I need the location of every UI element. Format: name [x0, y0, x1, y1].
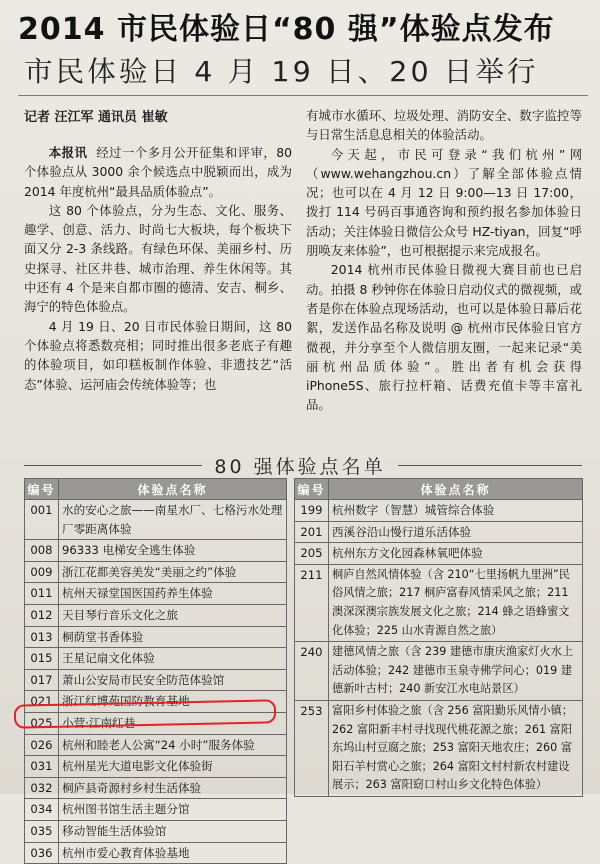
table-row	[295, 642, 583, 701]
article-right-column	[306, 106, 582, 415]
table-row	[25, 583, 287, 605]
table-row	[295, 500, 583, 522]
row-code: 201	[295, 521, 329, 543]
row-name: 水的安心之旅——南星水厂、七格污水处理厂零距离体验	[59, 500, 287, 540]
header-name: 体验点名称	[329, 479, 583, 500]
paragraph-text: 经过一个多月公开征集和评审，80 个体验点从 3000 余个候选点中脱颖而出，成为 2014 年度杭州“最具品质体验点”。	[24, 145, 292, 199]
row-name: 桐庐县奇源村乡村生活体验	[59, 777, 287, 799]
article-paragraph	[24, 143, 292, 201]
row-name: 桐庐自然风情体验（含 210“七里扬帆九里洲”民俗风情之旅；217 桐庐富春风情采风之旅；211 澳深深澳宗族发展文化之旅；214 蜂之语蜂蜜文化体验；225 山水青源自然之旅）	[329, 564, 583, 641]
row-code: 025	[25, 712, 59, 734]
row-code: 013	[25, 626, 59, 648]
article-paragraph: 4 月 19 日、20 日市民体验日期间，这 80 个体验点将悉数亮相；同时推出很多老底子有趣的体验项目，如印糕板制作体验、非遗技艺“活态”体验、运河庙会传统体验等；也	[24, 318, 292, 392]
header-code: 编号	[295, 479, 329, 500]
row-code: 211	[295, 564, 329, 641]
row-code: 035	[25, 820, 59, 842]
row-code: 026	[25, 734, 59, 756]
section-rule-right	[398, 465, 582, 466]
row-code: 001	[25, 500, 59, 540]
divider	[18, 95, 588, 96]
table-row	[25, 777, 287, 799]
table-row	[25, 820, 287, 842]
table-row	[295, 700, 583, 796]
row-name: 桐荫堂书香体验	[59, 626, 287, 648]
row-name: 移动智能生活体验馆	[59, 820, 287, 842]
row-name: 杭州天禄堂国医国药养生体验	[59, 583, 287, 605]
table-row	[25, 626, 287, 648]
row-name: 西溪谷沿山慢行道乐活体验	[329, 521, 583, 543]
row-name: 小营·江南红巷	[59, 712, 287, 734]
article-paragraph: 2014 杭州市民体验日微视大赛目前也已启动。拍摄 8 秒钟你在体验日启动仪式的微视频，或者是你在体验点现场活动，也可以是体验日幕后花絮，发送作品名称及说明 @ 杭州市民体验日官方微视，并分享至个人微信朋友圈，一起来记录“美丽杭州品质体验”。胜出者有机会获得 iPhone5S、旅行拉杆箱、话费充值卡等丰富礼品。	[306, 262, 582, 413]
headline: 2014 市民体验日“80 强”体验点发布	[18, 12, 555, 47]
row-code: 021	[25, 691, 59, 713]
table-row	[295, 543, 583, 565]
row-code: 008	[25, 540, 59, 562]
header-code: 编号	[25, 479, 59, 500]
row-code: 205	[295, 543, 329, 565]
table-row	[25, 842, 287, 864]
row-name: 杭州数字（智慧）城管综合体验	[329, 500, 583, 522]
table-row	[295, 521, 583, 543]
article-paragraph: 今天起，市民可登录“我们杭州”网（www.wehangzhou.cn）了解全部体验点情况；也可以在 4 月 12 日 9:00—13 日 17:00，拨打 114 号码百事通咨询和预约报名参加体验日活动；关注体验日微信公众号 HZ-tiyan，回复“呼朋唤友来体验”，也可根据提示来完成报名。	[306, 146, 582, 259]
table-row	[25, 604, 287, 626]
table-row	[25, 756, 287, 778]
row-name: 杭州市爱心教育体验基地	[59, 842, 287, 864]
row-code: 032	[25, 777, 59, 799]
table-row	[25, 561, 287, 583]
article-paragraph: 这 80 个体验点，分为生态、文化、服务、趣学、创意、活力、时尚七大板块，每个板块下面又分 2-3 条线路。有绿色环保、美丽乡村、历史探寻、社区井巷、城市治理、养生休闲等。其中还有 4 个是来自都市圈的德清、安吉、桐乡、海宁的特色体验点。	[24, 202, 292, 315]
table-header-row	[295, 479, 583, 500]
row-code: 012	[25, 604, 59, 626]
row-code: 240	[295, 642, 329, 701]
row-name: 王星记扇文化体验	[59, 648, 287, 670]
row-name: 杭州图书馆生活主题分馆	[59, 799, 287, 821]
article-paragraph: 有城市水循环、垃圾处理、消防安全、数字监控等与日常生活息息相关的体验活动。	[306, 108, 582, 143]
table-row	[295, 564, 583, 641]
row-code: 034	[25, 799, 59, 821]
row-name: 浙江红博苑国防教育基地	[59, 691, 287, 713]
row-name: 96333 电梯安全逃生体验	[59, 540, 287, 562]
row-code: 011	[25, 583, 59, 605]
byline: 记者 汪江军 通讯员 崔敏	[24, 110, 168, 125]
right-list-table	[294, 478, 583, 797]
row-code: 199	[295, 500, 329, 522]
row-code: 009	[25, 561, 59, 583]
row-name: 浙江花都美容美发“美丽之约”体验	[59, 561, 287, 583]
row-code: 031	[25, 756, 59, 778]
row-code: 017	[25, 669, 59, 691]
row-code: 036	[25, 842, 59, 864]
table-row	[25, 648, 287, 670]
row-name: 天目琴行音乐文化之旅	[59, 604, 287, 626]
table-row	[25, 799, 287, 821]
table-row	[25, 669, 287, 691]
row-name: 杭州东方文化园森林氧吧体验	[329, 543, 583, 565]
row-name: 建德风情之旅（含 239 建德市康庆渔家灯火水上活动体验；242 建德市玉泉寺佛学问心；019 建德新叶古村；240 新安江水电站景区）	[329, 642, 583, 701]
subheadline: 市民体验日 4 月 19 日、20 日举行	[24, 55, 539, 88]
section-title: 80 强体验点名单	[214, 456, 386, 478]
row-name: 杭州星光大道电影文化体验街	[59, 756, 287, 778]
table-row	[25, 540, 287, 562]
header-name: 体验点名称	[59, 479, 287, 500]
row-name: 杭州和睦老人公寓“24 小时”服务体验	[59, 734, 287, 756]
row-name: 富阳乡村体验之旅（含 256 富阳勤乐风情小镇；262 富阳新丰村寻找现代桃花源之旅；261 富阳东坞山村豆腐之旅；253 富阳天地农庄；260 富阳石羊村赏心之旅；264 富阳文村村新农村建设展示；263 富阳窈口村山乡文化特色体验）	[329, 700, 583, 796]
table-row	[25, 500, 287, 540]
lead-label: 本报讯	[48, 145, 88, 160]
table-header-row	[25, 479, 287, 500]
left-list-table	[24, 478, 287, 864]
row-code: 253	[295, 700, 329, 796]
row-name: 萧山公安局市民安全防范体验馆	[59, 669, 287, 691]
row-code: 015	[25, 648, 59, 670]
table-row	[25, 734, 287, 756]
article-left-column	[24, 143, 292, 394]
